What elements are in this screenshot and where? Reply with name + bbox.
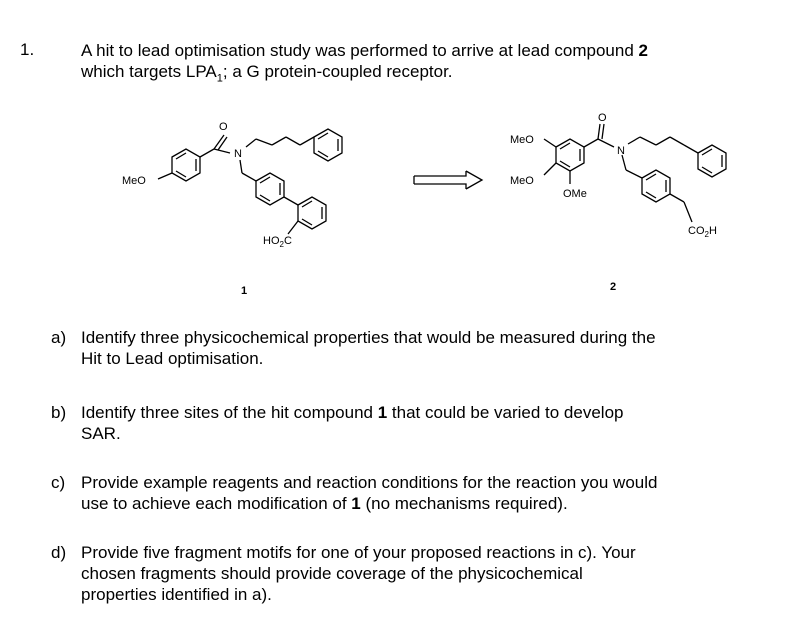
compound-2-acid-sub: 2 — [704, 230, 709, 239]
compound-1-methoxy: MeO — [122, 175, 146, 187]
part-d-line2: chosen fragments should provide coverage of the physicochemical — [81, 564, 583, 583]
part-b-label: b) — [51, 403, 67, 422]
compound-1-acid-a: HO — [263, 235, 280, 247]
part-a-line2: Hit to Lead optimisation. — [81, 349, 264, 368]
compound-2-acid — [688, 225, 717, 239]
compound-1-nitrogen: N — [234, 148, 242, 160]
part-b-line1-end: that could be varied to develop — [387, 403, 624, 422]
part-d-label: d) — [51, 543, 67, 562]
question-line2-b: ; a G protein-coupled receptor. — [222, 62, 453, 81]
lead-compound-id: 2 — [638, 41, 648, 60]
compound-2-oxygen: O — [598, 112, 607, 124]
part-c-compound: 1 — [351, 494, 361, 513]
compound-1-structure — [158, 129, 342, 234]
question-line2-a: which targets LPA — [81, 62, 217, 81]
part-d-line3: properties identified in a). — [81, 585, 272, 604]
compound-1-acid-sub: 2 — [279, 240, 284, 249]
compound-1-acid — [263, 235, 292, 249]
part-a-label: a) — [51, 328, 67, 347]
part-a-line1: Identify three physicochemical properties that would be measured during the — [81, 328, 656, 347]
part-b-compound: 1 — [377, 403, 388, 422]
compound-2-acid-b: H — [708, 225, 717, 237]
compound-2-nitrogen: N — [617, 145, 625, 157]
part-c-label: c) — [51, 473, 66, 492]
part-b-line2: SAR. — [81, 424, 121, 443]
part-c-line2: use to achieve each modification of — [81, 494, 352, 513]
compound-2-structure — [544, 124, 726, 222]
question-text — [81, 40, 781, 89]
question-line2-sub: 1 — [216, 72, 223, 85]
reaction-scheme — [0, 100, 798, 300]
compound-2-label: 2 — [610, 281, 617, 293]
compound-2-acid-a: CO — [688, 225, 705, 237]
part-c-line2-end: (no mechanisms required). — [360, 494, 568, 513]
reaction-arrow — [414, 171, 482, 189]
compound-1-acid-b: C — [283, 235, 292, 247]
compound-2-methoxy-mid: MeO — [510, 175, 534, 187]
part-c-line1: Provide example reagents and reaction conditions for the reaction you would — [81, 473, 658, 492]
part-b-line1: Identify three sites of the hit compound — [81, 403, 378, 422]
compound-2-methoxy-top: MeO — [510, 134, 534, 146]
compound-2-methoxy-bottom: OMe — [563, 188, 587, 200]
question-number: 1. — [20, 40, 35, 59]
compound-1-oxygen: O — [219, 121, 228, 133]
part-d-line1: Provide five fragment motifs for one of your proposed reactions in c). Your — [81, 543, 636, 562]
compound-1-label: 1 — [241, 285, 248, 297]
question-line1: A hit to lead optimisation study was performed to arrive at lead compound — [81, 41, 639, 60]
